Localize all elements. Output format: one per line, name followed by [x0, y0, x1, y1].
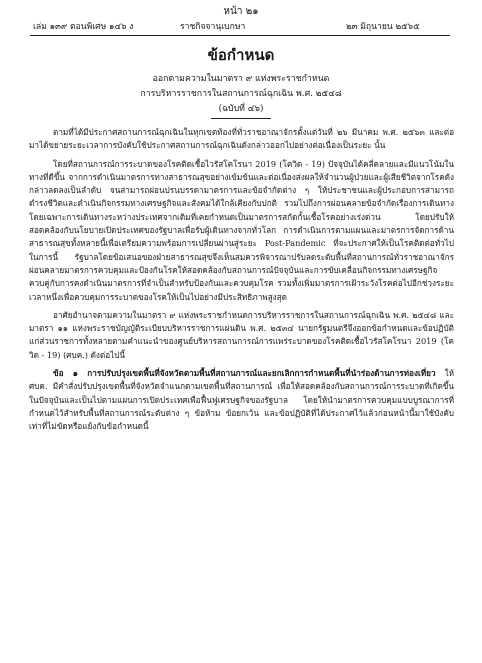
paragraph-preamble: ตามที่ได้มีประกาศสถานการณ์ฉุกเฉินในทุกเขตท้องที่ทั่วราชอาณาจักรตั้งแต่วันที่ ๒๖ มีนาคม พ.ศ. ๒๕๖๓ และต่อมาได้ขยายระยะเวลาการบังคับใช้ประกาศสถานการณ์ฉุกเฉินดังกล่าวออกไปอย่างต่อเนื่องเป็นระยะ นั้น — [29, 127, 454, 151]
clause-1-heading: ข้อ ๑ การปรับปรุงเขตพื้นที่จังหวัดตามพื้นที่สถานการณ์และยกเลิกการกำหนดพื้นที่นำร่องด้านการท่องเที่ยว — [53, 368, 436, 379]
header-divider — [30, 35, 450, 36]
document-title: ข้อกำหนด — [207, 46, 275, 64]
clause-1-text: ให้ ศบค. มีคำสั่งปรับปรุงเขตพื้นที่จังหวัดจำแนกตามเขตพื้นที่สถานการณ์ เพื่อให้สอดคล้องกับสถานการณ์การระบาดที่เกิดขึ้นในปัจจุบันและเป็นไปตามแผนการเปิดประเทศเพื่อฟื้นฟูเศรษฐกิจของรัฐบาล โดยให้นำมาตรการควบคุมแบบบูรณาการที่กำหนดไว้สำหรับพื้นที่สถานการณ์ระดับต่าง ๆ ข้อห้าม ข้อยกเว้น และข้อปฏิบัติที่ได้ประกาศไว้แล้วก่อนหน้านี้มาใช้บังคับเท่าที่ไม่ขัดหรือแย้งกับข้อกำหนดนี้ — [29, 368, 454, 432]
publication-date: ๒๓ มิถุนายน ๒๕๖๕ — [346, 22, 420, 32]
clause-1 — [29, 367, 454, 433]
document-subtitle-2: การบริหารราชการในสถานการณ์ฉุกเฉิน พ.ศ. ๒๕๔๘ — [140, 89, 342, 99]
document-body — [29, 126, 454, 439]
paragraph-situation: โดยที่สถานการณ์การระบาดของโรคติดเชื้อไวรัสโคโรนา 2019 (โควิด - 19) ปัจจุบันได้คลี่คลายและมีแนวโน้มในทางที่ดีขึ้น จากการดำเนินมาตรการทางสาธารณสุขอย่างเข้มข้นและต่อเนื่องส่งผลให้จำนวนผู้ป่วยและผู้เสียชีวิตจากโรคดังกล่าวลดลงเป็นลำดับ จนสามารถผ่อนปรนบรรดามาตรการและข้อจำกัดต่าง ๆ ให้ประชาชนและผู้ประกอบการสามารถดำรงชีวิตและดำเนินกิจกรรมทางเศรษฐกิจและสังคมได้ใกล้เคียงกับปกติ รวมไปถึงการผ่อนคลายข้อจำกัดเรื่องการเดินทางโดยเฉพาะการเดินทางระหว่างประเทศจากเดิมที่เคยกำหนดเป็นมาตรการสกัดกั้นเชื้อโรคอย่างเร่งด่วน โดยปรับให้สอดคล้องกับนโยบายเปิดประเทศของรัฐบาลเพื่อรับผู้เดินทางจากทั่วโลก การดำเนินการตามแผนและมาตรการจัดการด้านสาธารณสุขทั้งหลายนี้เพื่อเตรียมความพร้อมการเปลี่ยนผ่านสู่ระยะ Post-Pandemic ที่จะประกาศให้เป็นโรคติดต่อทั่วไป ในการนี้ รัฐบาลโดยข้อเสนอของฝ่ายสาธารณสุขจึงเห็นสมควรพิจารณาปรับลดระดับพื้นที่สถานการณ์ทั่วราชอาณาจักร ผ่อนคลายมาตรการควบคุมและป้องกันโรคให้สอดคล้องกับสถานการณ์ปัจจุบันและการขับเคลื่อนกิจกรรมทางเศรษฐกิจควบคู่กับการคงดำเนินมาตรการที่จำเป็นสำหรับป้องกันและควบคุมโรค รวมทั้งเพิ่มมาตรการเฝ้าระวังโรคต่อไปอีกช่วงระยะเวลาหนึ่งเพื่อควบคุมการระบาดของโรคให้เป็นไปอย่างมีประสิทธิภาพสูงสุด — [29, 158, 454, 302]
title-divider — [211, 118, 271, 119]
document-edition: (ฉบับที่ ๔๖) — [218, 104, 264, 114]
volume-issue: เล่ม ๑๓๙ ตอนพิเศษ ๑๔๖ ง — [33, 22, 134, 32]
paragraph-authority: อาศัยอำนาจตามความในมาตรา ๙ แห่งพระราชกำหนดการบริหารราชการในสถานการณ์ฉุกเฉิน พ.ศ. ๒๕๔๘ และมาตรา ๑๑ แห่งพระราชบัญญัติระเบียบบริหารราชการแผ่นดิน พ.ศ. ๒๕๓๔ นายกรัฐมนตรีจึงออกข้อกำหนดและข้อปฏิบัติแก่ส่วนราชการทั้งหลายตามคำแนะนำของศูนย์บริหารสถานการณ์การแพร่ระบาดของโรคติดเชื้อไวรัสโคโรนา 2019 (โควิด - 19) (ศบค.) ดังต่อไปนี้ — [29, 309, 454, 360]
document-subtitle-1: ออกตามความในมาตรา ๙ แห่งพระราชกำหนด — [152, 74, 330, 84]
gazette-name: ราชกิจจานุเบกษา — [180, 22, 246, 32]
page-number: หน้า ๒๑ — [223, 6, 259, 17]
